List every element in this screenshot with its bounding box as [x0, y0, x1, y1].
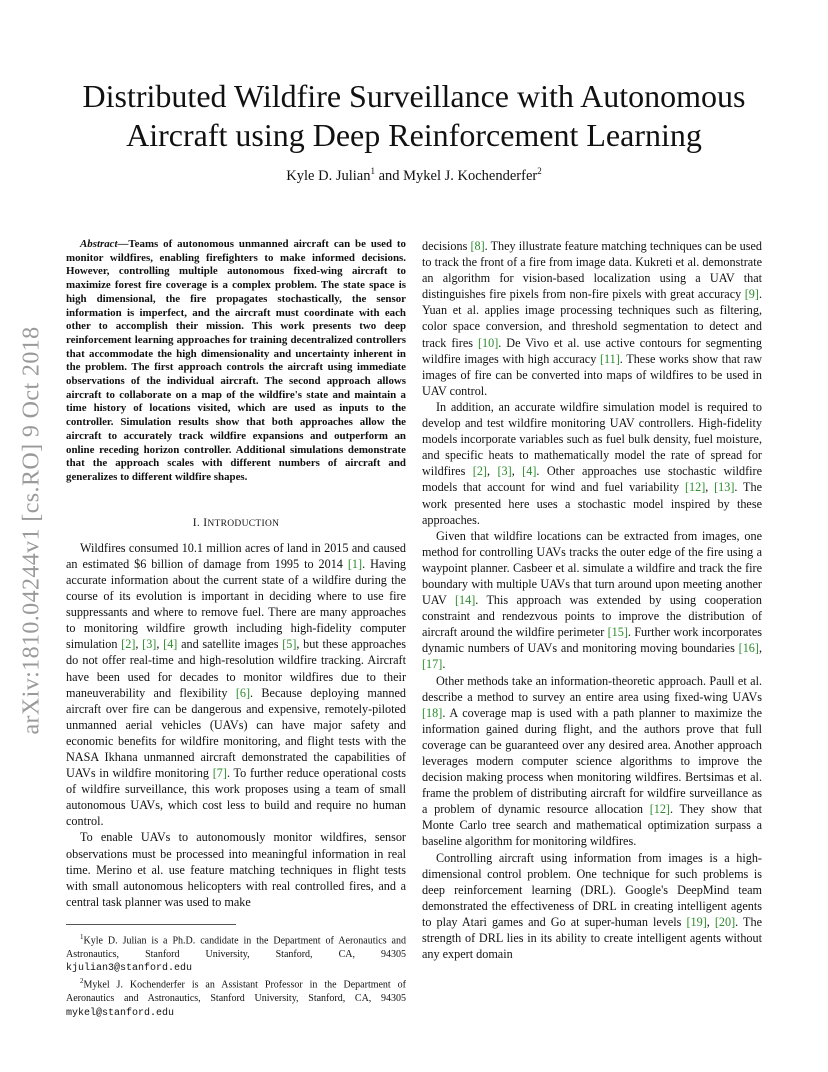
text-run: and satellite images: [177, 637, 283, 652]
text-run: . Because deploying manned aircraft over fire can be dangerous and expensive, remotely-piloted unmanned aerial vehicles (UAVs) can have major safety and economic benefits for wildfire monitoring, and flight tests with the NASA Ikhana unmanned aircraft demonstrated the capabilities of UAVs in wildfire monitoring: [66, 685, 406, 781]
text-run: . They illustrate feature matching techniques can be used to track the front of a fire from image data. Kukreti et al. demonstrate an algorithm for vision-based localization using a UAV that distinguishes fire pixels from non-fire pixels with great accuracy: [422, 239, 762, 302]
text-run: ,: [511, 464, 523, 479]
text-run: . To further reduce operational costs of wildfire surveillance, this work proposes using a team of small autonomous UAVs, which cost less to build and require no human control.: [66, 766, 406, 829]
citation-link[interactable]: [3]: [497, 464, 512, 479]
author-second: Mykel J. Kochenderfer: [403, 167, 538, 184]
section-initial: I: [203, 516, 208, 529]
citation-link[interactable]: [18]: [422, 705, 443, 720]
citation-link[interactable]: [20]: [714, 914, 736, 929]
text-run: . The strength of DRL lies in its ability to create intelligent agents without any expert domain: [422, 914, 762, 962]
text-run: ,: [486, 464, 498, 479]
citation-link[interactable]: [4]: [163, 637, 178, 652]
author-line: [0, 166, 828, 185]
citation-link[interactable]: [7]: [212, 766, 227, 781]
citation-link[interactable]: [14]: [454, 593, 476, 608]
footnote-mark: 1: [80, 932, 84, 941]
author-first: Kyle D. Julian: [286, 167, 371, 184]
abstract-text: —Teams of autonomous unmanned aircraft can be used to monitor wildfires, enabling firefighters to make informed decisions. However, controlling multiple autonomous fixed-wing aircraft to maximize forest fire coverage is a complex problem. The state space is high dimensional, the fire propagates stochastically, the sensor information is imperfect, and the aircraft must coordinate with each other to accomplish their mission. This work presents two deep reinforcement learning approaches for training decentralized controllers that accommodate the high dimensionality and uncertainty inherent in the problem. The first approach controls the aircraft using immediate observations of the individual aircraft. The second approach allows aircraft to collaborate on a map of the wildfire's state and maintain a time history of locations visited, which are used as inputs to the controller. Simulation results show that both approaches allow the aircraft to accurately track wildfire expansions and outperform an online receding horizon controller. Additional simulations demonstrate that the approach scales with different numbers of aircraft and generalizes to different wildfire shapes.: [66, 238, 406, 483]
citation-link[interactable]: [13]: [714, 480, 735, 495]
author-connector: and: [374, 167, 404, 184]
footnote-rule: [66, 924, 236, 925]
citation-link[interactable]: [4]: [522, 464, 537, 479]
text-run: . The work presented here uses a stochastic model inspired by these approaches.: [422, 480, 762, 527]
abstract-label: Abstract: [80, 238, 118, 250]
author-email-link[interactable]: mykel@stanford.edu: [66, 1007, 175, 1019]
text-run: ,: [706, 914, 715, 929]
footnote-1: [66, 931, 406, 976]
text-run: . De Vivo et al. use active contours for segmenting wildfire images with high accuracy: [422, 335, 763, 366]
text-run: , but these approaches do not offer real-time and high-resolution wildfire tracking. Aircraft have been used for decades to monitor wildfires due to their maneuverability and flexibility: [66, 637, 407, 700]
arxiv-identifier: arXiv:1810.04244v1 [cs.RO] 9 Oct 2018: [18, 325, 45, 735]
text-run: Other methods take an information-theoretic approach. Paull et al. describe a method to survey an entire area using fixed-wing UAVs: [422, 673, 762, 704]
author-second-footnote-mark[interactable]: 2: [537, 166, 542, 176]
footnote-text: Kyle D. Julian is a Ph.D. candidate in the Department of Aeronautics and Astronautics, Stanford University, Stanford, CA, 94305: [66, 935, 406, 960]
intro-paragraph-3: [422, 399, 762, 528]
text-run: . Having accurate information about the current state of a wildfire during the course of its evolution is important in deciding where to use fire suppressants and where to remove fuel. There are many approaches to monitoring wildfire growth including high-fidelity computer simulation: [66, 556, 406, 652]
text-run: Wildfires consumed 10.1 million acres of land in 2015 and caused an estimated $6 billion of damage from 1995 to 2014: [66, 540, 406, 571]
intro-paragraph-2: [66, 829, 406, 909]
intro-paragraph-4: [422, 528, 762, 673]
intro-paragraph-2-continued: [422, 238, 762, 399]
paper-title: Distributed Wildfire Surveillance with Autonomous Aircraft using Deep Reinforcement Learning: [82, 78, 746, 153]
text-run: ,: [758, 641, 762, 656]
intro-paragraph-1: [66, 540, 406, 830]
text-run: . Further work incorporates dynamic numbers of UAVs and monitoring moving boundaries: [422, 625, 762, 656]
footnote-2: [66, 975, 406, 1020]
citation-link[interactable]: [1]: [347, 556, 363, 571]
citation-link[interactable]: [11]: [599, 351, 620, 366]
citation-link[interactable]: [17]: [422, 657, 443, 672]
text-run: ,: [135, 637, 143, 652]
citation-link[interactable]: [6]: [235, 685, 251, 700]
citation-link[interactable]: [16]: [738, 641, 759, 656]
citation-link[interactable]: [2]: [472, 464, 487, 479]
text-run: ,: [705, 480, 715, 495]
abstract: [66, 238, 406, 485]
section-title-rest: NTRODUCTION: [207, 518, 280, 529]
author-first-footnote-mark[interactable]: 1: [370, 166, 375, 176]
text-run: . They show that Monte Carlo tree search and mathematical optimization surpass a baseline algorithm for monitoring wildfires.: [422, 802, 762, 849]
citation-link[interactable]: [15]: [607, 625, 628, 640]
citation-link[interactable]: [8]: [470, 239, 485, 253]
citation-link[interactable]: [10]: [477, 335, 499, 350]
arxiv-sidebar-watermark: [10, 295, 54, 765]
citation-link[interactable]: [19]: [686, 914, 707, 929]
section-heading-introduction: [66, 515, 406, 532]
text-run: To enable UAVs to autonomously monitor wildfires, sensor observations must be processed into meaningful information in real time. Merino et al. use feature matching techniques in flight tests with small autonomous helicopters with real controlled fires, and a central task planner was used to make: [66, 830, 406, 909]
section-number: I.: [192, 516, 201, 529]
text-run: . Yuan et al. applies image processing techniques such as filtering, color space conversion, and threshold segmentation to detect and track fires: [422, 287, 762, 350]
text-run: . This approach was extended by using cooperation constraint and rendezvous points to improve the distribution of aircraft around the wildfire perimeter: [422, 593, 762, 640]
citation-link[interactable]: [12]: [649, 802, 670, 817]
text-run: Given that wildfire locations can be extracted from images, one method for controlling UAVs tracks the outer edge of the fire using a waypoint planner. Casbeer et al. simulate a wildfire and track the fire boundary with multiple UAVs that turn around upon meeting another UAV: [422, 528, 762, 608]
text-run: . A coverage map is used with a path planner to maximize the information gained during flight, and the authors prove that full coverage can be guaranteed over any desired area. Another approach leverages modern computer science algorithms to improve the decision making process when monitoring wildfires. Bertsimas et al. frame the problem of distributing aircraft for wildfire surveillance as a problem of dynamic resource allocation: [422, 705, 762, 817]
citation-link[interactable]: [12]: [684, 480, 706, 495]
citation-link[interactable]: [2]: [121, 637, 136, 652]
text-run: In addition, an accurate wildfire simulation model is required to develop and test wildfire monitoring UAV controllers. High-fidelity models incorporate variables such as fuel bulk density, fuel moisture, and specific heats to mathematically model the rate of spread for wildfires: [422, 399, 762, 479]
right-column: [422, 238, 762, 962]
text-run: .: [442, 657, 446, 672]
citation-link[interactable]: [3]: [142, 637, 157, 652]
text-run: . Other approaches use stochastic wildfire models that account for wind and fuel variability: [422, 464, 763, 495]
intro-paragraph-6: [422, 850, 762, 963]
text-run: decisions: [422, 239, 471, 253]
left-column: [66, 238, 406, 1020]
intro-paragraph-5: [422, 673, 762, 850]
footnote-text: Mykel J. Kochenderfer is an Assistant Professor in the Department of Aeronautics and Astronautics, Stanford University, Stanford, CA, 94305: [66, 979, 406, 1005]
text-run: . These works show that raw images of fire can be converted into maps of wildfires to be used in UAV control.: [422, 351, 762, 398]
author-email-link[interactable]: kjulian3@stanford.edu: [66, 963, 193, 975]
citation-link[interactable]: [5]: [282, 637, 297, 652]
citation-link[interactable]: [9]: [744, 287, 759, 302]
footnote-mark: 2: [80, 977, 84, 986]
text-run: ,: [156, 637, 164, 652]
text-run: Controlling aircraft using information from images is a high-dimensional control problem. One technique for such problems is deep reinforcement learning (DRL). Google's DeepMind team demonstrated the effectiveness of DRL in creating intelligent agents to play Atari games and Go at super-human levels: [422, 850, 762, 929]
